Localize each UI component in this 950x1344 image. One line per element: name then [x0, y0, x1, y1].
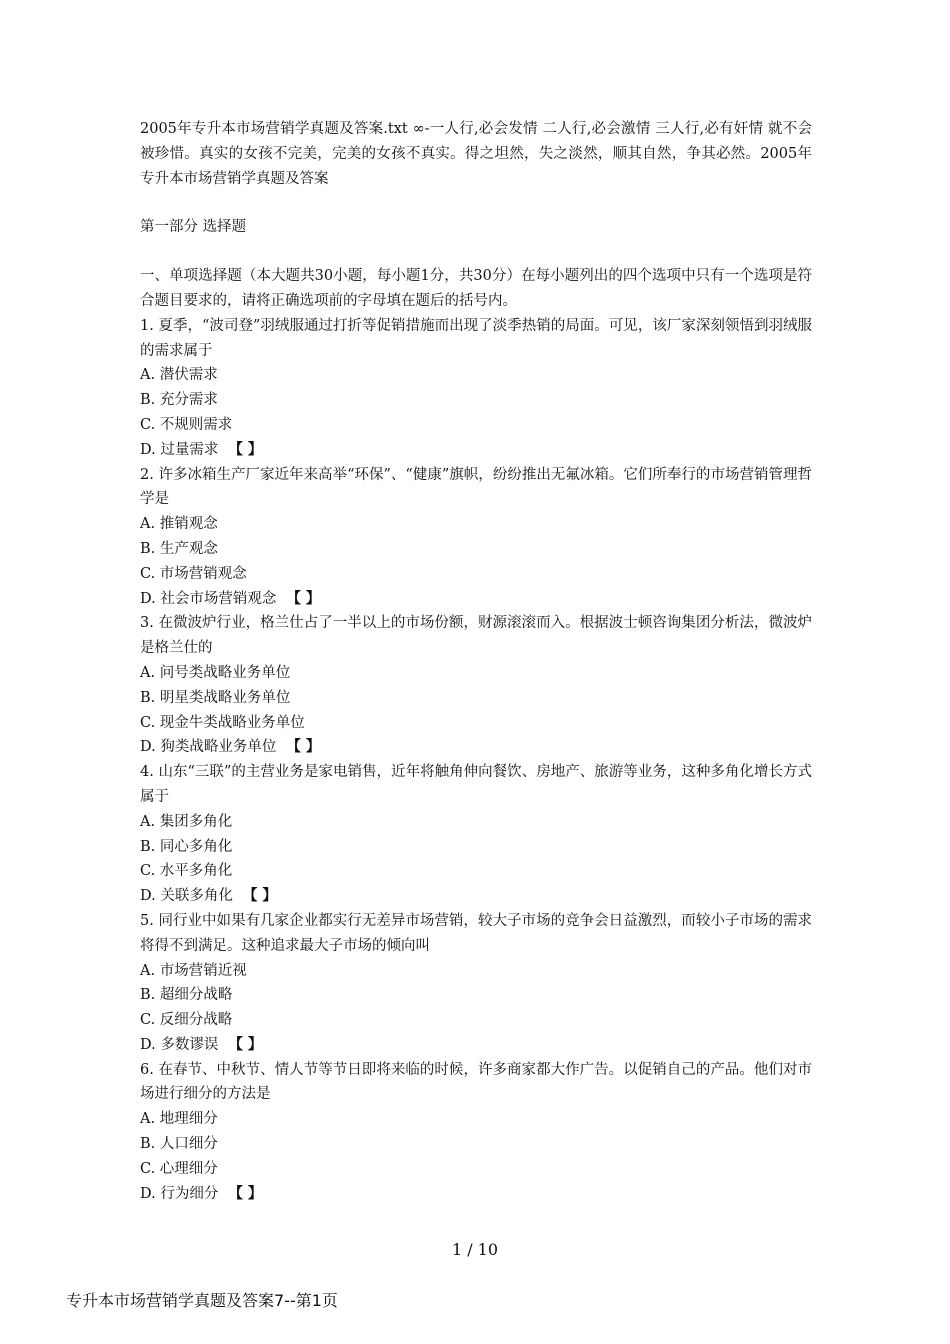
option-text: D. 关联多角化: [140, 888, 233, 905]
question-stem: 3. 在微波炉行业，格兰仕占了一半以上的市场份额，财源滚滚而入。根据波士顿咨询集团分析法，微波炉是格兰仕的: [140, 615, 812, 657]
answer-bracket: 【 】: [286, 590, 321, 607]
option-text: B. 明星类战略业务单位: [140, 689, 291, 706]
question-option: [140, 438, 812, 463]
question-option: [140, 413, 812, 438]
option-text: A. 推销观念: [140, 516, 218, 533]
option-text: B. 生产观念: [140, 540, 218, 557]
option-text: C. 心理细分: [140, 1160, 218, 1177]
question-option: [140, 835, 812, 860]
question-item: [140, 909, 812, 1058]
question-option: [140, 884, 812, 909]
question-stem: 2. 许多冰箱生产厂家近年来高举“环保”、“健康”旗帜，纷纷推出无氟冰箱。它们所奉行的市场营销管理哲学是: [140, 466, 812, 508]
question-option: [140, 859, 812, 884]
option-text: C. 反细分战略: [140, 1012, 233, 1029]
question-option: [140, 959, 812, 984]
question-option: [140, 1033, 812, 1058]
question-option: [140, 735, 812, 760]
intro-paragraph: 2005年专升本市场营销学真题及答案.txt ∞-一人行,必会发情 二人行,必会激情 三人行,必有奸情 就不会被珍惜。真实的女孩不完美，完美的女孩不真实。得之坦然，失之淡然，顺其自然，争其必然。2005年专升本市场营销学真题及答案: [140, 121, 812, 187]
question-item: [140, 314, 812, 463]
option-text: A. 集团多角化: [140, 813, 233, 830]
answer-bracket: 【 】: [286, 739, 321, 756]
option-text: B. 同心多角化: [140, 838, 233, 855]
question-option: [140, 388, 812, 413]
question-stem: 5. 同行业中如果有几家企业都实行无差异市场营销，较大子市场的竞争会日益激烈，而较小子市场的需求将得不到满足。这种追求最大子市场的倾向叫: [140, 912, 812, 954]
question-option: [140, 587, 812, 612]
answer-bracket: 【 】: [228, 1036, 263, 1053]
question-list: [140, 314, 812, 1207]
question-option: [140, 1107, 812, 1132]
question-option: [140, 661, 812, 686]
question-item: [140, 760, 812, 909]
option-text: C. 水平多角化: [140, 863, 233, 880]
question-item: [140, 463, 812, 612]
option-text: C. 不规则需求: [140, 416, 233, 433]
option-text: B. 充分需求: [140, 392, 218, 409]
page-footer: 专升本市场营销学真题及答案7--第1页: [66, 1291, 338, 1310]
answer-bracket: 【 】: [228, 441, 263, 458]
question-option: [140, 562, 812, 587]
option-text: A. 市场营销近视: [140, 962, 247, 979]
instructions-paragraph: 一、单项选择题（本大题共30小题，每小题1分，共30分）在每小题列出的四个选项中只有一个选项是符合题目要求的，请将正确选项前的字母填在题后的括号内。: [140, 268, 812, 309]
option-text: C. 市场营销观念: [140, 565, 247, 582]
section-title: 第一部分 选择题: [140, 219, 247, 236]
option-text: A. 地理细分: [140, 1111, 218, 1128]
question-option: [140, 1157, 812, 1182]
option-text: D. 狗类战略业务单位: [140, 739, 277, 756]
option-text: C. 现金牛类战略业务单位: [140, 714, 305, 731]
question-item: [140, 1058, 812, 1207]
option-text: D. 多数谬误: [140, 1036, 219, 1053]
question-option: [140, 711, 812, 736]
question-stem: 4. 山东“三联”的主营业务是家电销售，近年将触角伸向餐饮、房地产、旅游等业务，这种多角化增长方式属于: [140, 764, 812, 805]
option-text: B. 超细分战略: [140, 987, 233, 1004]
question-option: [140, 363, 812, 388]
option-text: A. 问号类战略业务单位: [140, 664, 291, 681]
page-number: 1 / 10: [451, 1240, 499, 1259]
question-option: [140, 537, 812, 562]
question-option: [140, 512, 812, 537]
option-text: A. 潜伏需求: [140, 367, 218, 384]
question-option: [140, 1132, 812, 1157]
page-content: [140, 117, 812, 1206]
question-stem: 6. 在春节、中秋节、情人节等节日即将来临的时候，许多商家都大作广告。以促销自己的产品。他们对市场进行细分的方法是: [140, 1061, 812, 1103]
question-option: [140, 810, 812, 835]
option-text: B. 人口细分: [140, 1136, 218, 1153]
question-stem: 1. 夏季，“波司登”羽绒服通过打折等促销措施而出现了淡季热销的局面。可见，该厂家深刻领悟到羽绒服的需求属于: [140, 317, 812, 359]
question-option: [140, 686, 812, 711]
answer-bracket: 【 】: [228, 1185, 263, 1202]
option-text: D. 行为细分: [140, 1185, 219, 1202]
question-option: [140, 983, 812, 1008]
question-option: [140, 1182, 812, 1207]
question-option: [140, 1008, 812, 1033]
option-text: D. 过量需求: [140, 441, 219, 458]
answer-bracket: 【 】: [242, 888, 277, 905]
option-text: D. 社会市场营销观念: [140, 590, 277, 607]
question-item: [140, 611, 812, 760]
